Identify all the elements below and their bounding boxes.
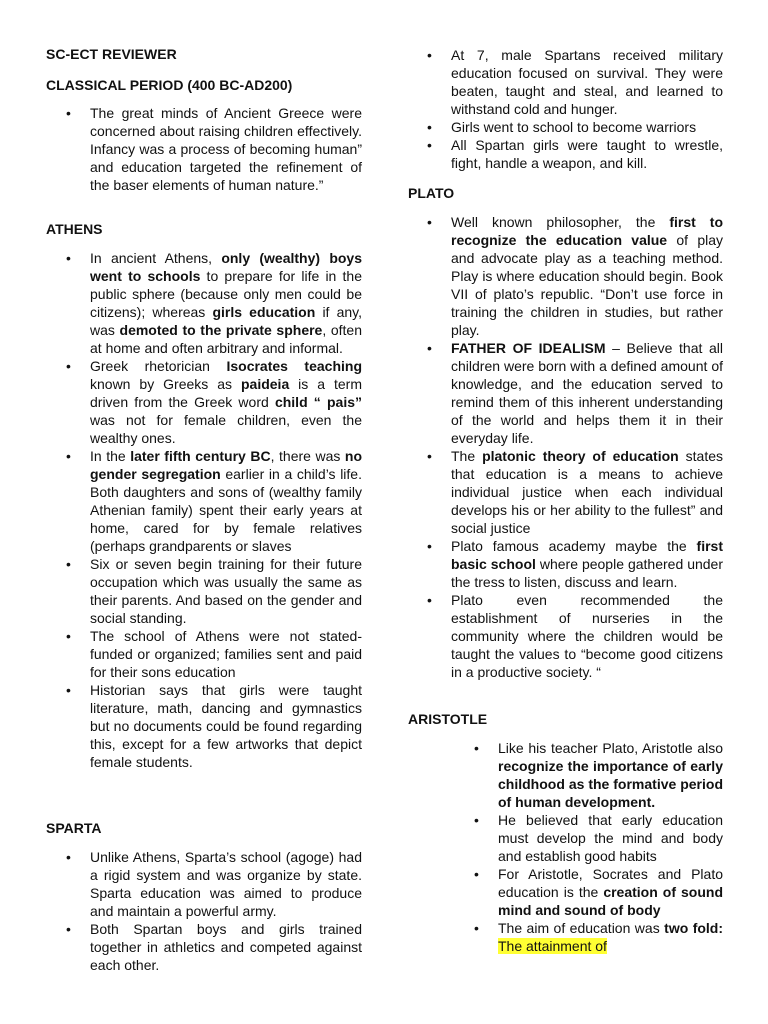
- highlighted-text: The attainment of: [498, 938, 607, 954]
- athens-list: [46, 249, 362, 771]
- list-item: • Well known philosopher, the first to recognize the education value of play and advocate play as a teaching method. Play is where education should begin. Book VII of plato’s republic. “Don’t use force in training the children in studies, but rather play.: [408, 213, 723, 339]
- list-item: • The platonic theory of education states that education is a means to achieve individual justice when each individual develops his or her ability to the fullest” and social justice: [408, 447, 723, 537]
- list-item: • In the later fifth century BC, there was no gender segregation earlier in a child’s life. Both daughters and sons of (wealthy family Athenian family) spent their early years at home, cared for by female relatives (perhaps grandparents or slaves: [46, 447, 362, 555]
- list-item: • Six or seven begin training for their future occupation which was usually the same as their parents. And based on the gender and social standing.: [46, 555, 362, 627]
- athens-heading: ATHENS: [46, 221, 103, 237]
- list-item: • Historian says that girls were taught literature, math, dancing and gymnastics but no documents could be found regarding this, except for a few artworks that depict female students.: [46, 681, 362, 771]
- list-item: • FATHER OF IDEALISM – Believe that all children were born with a defined amount of knowledge, and the education served to remind them of this inherent understanding of the world and helps them it in their everyday life.: [408, 339, 723, 447]
- classical-period-heading: CLASSICAL PERIOD (400 BC-AD200): [46, 77, 293, 93]
- list-item: • He believed that early education must develop the mind and body and establish good habits: [408, 811, 723, 865]
- sparta-list-left: [46, 848, 362, 974]
- list-item: • Like his teacher Plato, Aristotle also recognize the importance of early childhood as the formative period of human development.: [408, 739, 723, 811]
- list-item: • Plato famous academy maybe the first basic school where people gathered under the tress to listen, discuss and learn.: [408, 537, 723, 591]
- list-item: • Greek rhetorician Isocrates teaching known by Greeks as paideia is a term driven from the Greek word child “ pais” was not for female children, even the wealthy ones.: [46, 357, 362, 447]
- plato-heading: PLATO: [408, 185, 455, 201]
- list-item: • The aim of education was two fold: The attainment of: [408, 919, 723, 955]
- document-title: SC-ECT REVIEWER: [46, 46, 177, 62]
- list-item: • In ancient Athens, only (wealthy) boys went to schools to prepare for life in the public sphere (because only men could be citizens); whereas girls education if any, was demoted to the private sphere, often at home and often arbitrary and informal.: [46, 249, 362, 357]
- aristotle-list: [408, 739, 723, 955]
- list-item: • The great minds of Ancient Greece were concerned about raising children effectively. Infancy was a process of becoming human” and education targeted the refinement of the baser elements of human nature.”: [46, 104, 362, 194]
- list-item: • At 7, male Spartans received military education focused on survival. They were beaten, taught and steal, and learned to withstand cold and hunger.: [408, 46, 723, 118]
- list-item: • Plato even recommended the establishment of nurseries in the community where the children would be taught the values to “become good citizens in a productive society. “: [408, 591, 723, 681]
- list-item: • Girls went to school to become warriors: [408, 118, 723, 136]
- plato-list: [408, 213, 723, 681]
- classical-period-list: [46, 104, 362, 194]
- list-item: • All Spartan girls were taught to wrestle, fight, handle a weapon, and kill.: [408, 136, 723, 172]
- aristotle-heading: ARISTOTLE: [408, 711, 488, 727]
- list-item: • Both Spartan boys and girls trained together in athletics and competed against each other.: [46, 920, 362, 974]
- list-item: • The school of Athens were not stated-funded or organized; families sent and paid for their sons education: [46, 627, 362, 681]
- list-item: • For Aristotle, Socrates and Plato education is the creation of sound mind and sound of body: [408, 865, 723, 919]
- sparta-list-right: [408, 46, 723, 172]
- list-item: • Unlike Athens, Sparta’s school (agoge) had a rigid system and was organize by state. Sparta education was aimed to produce and maintain a powerful army.: [46, 848, 362, 920]
- sparta-heading: SPARTA: [46, 820, 102, 836]
